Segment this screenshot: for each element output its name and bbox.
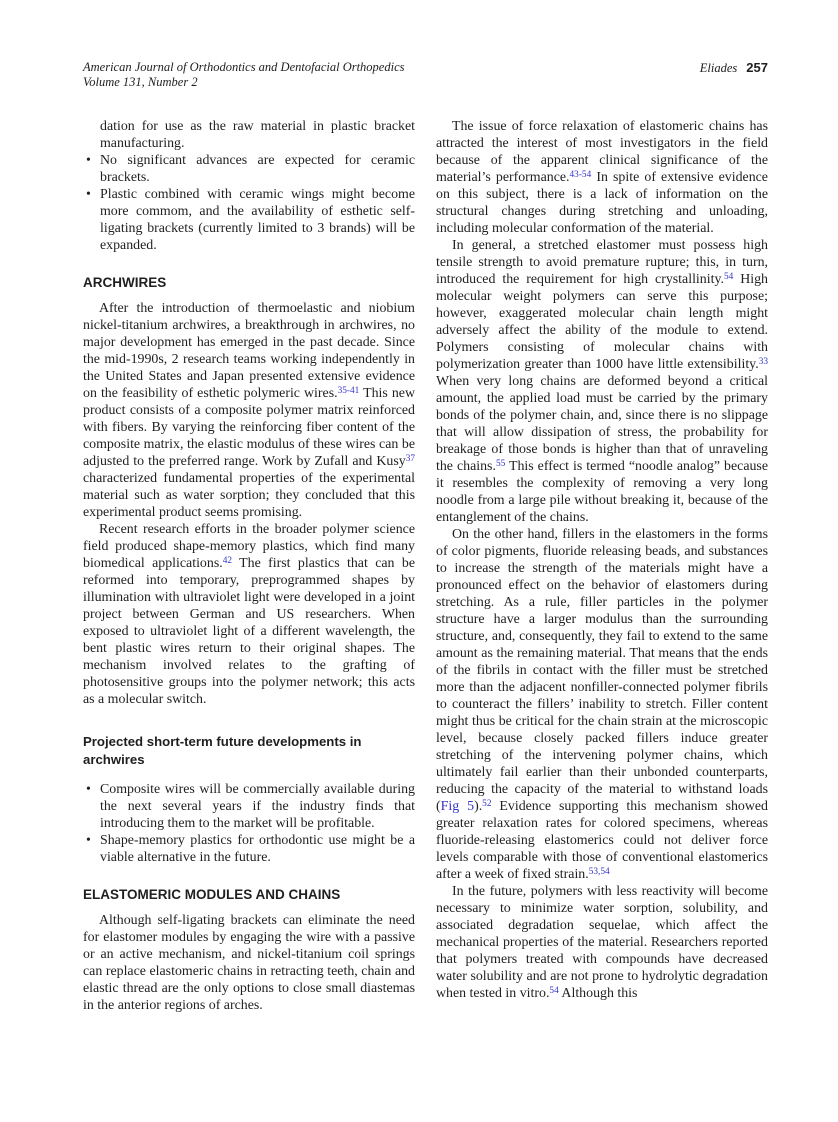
subsection-heading: Projected short-term future developments in archwires xyxy=(83,734,362,767)
text-run: ). xyxy=(474,799,483,814)
list-item xyxy=(83,152,415,186)
journal-title: American Journal of Orthodontics and Dentofacial Orthopedics xyxy=(83,60,405,74)
text-run: The first plastics that can be reformed into temporary, preprogrammed shapes by illumination with ultraviolet light were developed in a joint project between German and US researchers. When exposed to ultraviolet light of a different wavelength, the bent plastic wires return to their original shapes. The mechanism involved relates to the grafting of photosensitive groups into the polymer network; this acts as a molecular switch. xyxy=(83,556,416,707)
list-item-continuation xyxy=(83,118,415,152)
author-name: Eliades xyxy=(699,61,738,75)
two-column-body xyxy=(83,118,768,1014)
text-run: Although this xyxy=(558,986,638,1001)
body-paragraph xyxy=(83,300,415,521)
text-run: Although self-ligating brackets can eliminate the need for elastomer modules by engaging the wire with a passive or an active mechanism, and nickel-titanium coil springs can replace elastomeric chains in retracting teeth, chain and elastic thread are the only options to close small diastemas in the anterior regions of arches. xyxy=(83,913,415,1013)
text-run: Composite wires will be commercially available during the next several years if the industry finds that introducing them to the market will be profitable. xyxy=(100,782,415,831)
citation-reference[interactable]: 54 xyxy=(723,271,734,282)
body-paragraph xyxy=(436,237,768,526)
text-run: On the other hand, fillers in the elastomers in the forms of color pigments, fluoride releasing beads, and substances to increase the strength of the materials might have a pronounced effect on the behavior of elastomers during stretching. As a rule, filler particles in the polymer structure have a larger modulus than the surrounding structure, and, consequently, they fail to extend to the same amount as the remaining material. That means that the ends of the fibrils in contact with the filler must be stretched more than the adjacent nonfiller-connected polymer fibrils to counteract the fillers’ inability to stretch. Filler content might thus be critical for the chain strain at the microscopic level, because closely packed fillers induce greater stretching of the intervening polymer chains, which ultimately fail earlier than their unbonded counterparts, reducing the capacity of the material to withstand loads ( xyxy=(436,527,768,814)
text-run: Shape-memory plastics for orthodontic use might be a viable alternative in the future. xyxy=(100,833,415,865)
section-heading: ARCHWIRES xyxy=(83,275,167,290)
citation-reference[interactable]: 42 xyxy=(222,555,233,566)
journal-volume-issue: Volume 131, Number 2 xyxy=(83,75,198,89)
right-column xyxy=(436,118,768,1014)
text-run: Recent research efforts in the broader polymer science field produced shape-memory plastics, which find many biomedical applications. xyxy=(83,522,415,571)
list-item xyxy=(83,186,415,254)
page-number: 257 xyxy=(746,60,768,75)
figure-reference-link[interactable]: Fig 5 xyxy=(440,799,475,814)
body-paragraph xyxy=(436,526,768,883)
body-paragraph xyxy=(436,118,768,237)
text-run: In general, a stretched elastomer must possess high tensile strength to avoid premature rupture; this, in turn, introduced the requirement for high crystallinity. xyxy=(436,238,768,287)
text-run: In spite of extensive evidence on this subject, there is a lack of information on the structural changes during stretching and unloading, including molecular conformation of the material. xyxy=(436,170,768,236)
text-run: This effect is termed “noodle analog” because it resembles the complexity of removing a very long noodle from a large pile without breaking it, because of the entanglement of the chains. xyxy=(436,459,768,525)
text-run: After the introduction of thermoelastic and niobium nickel-titanium archwires, a breakthrough in archwires, no major development has emerged in the past decade. Since the mid-1990s, 2 research teams working independently in the United States and Japan presented extensive evidence on the feasibility of esthetic polymeric wires. xyxy=(83,301,415,401)
journal-identification xyxy=(83,60,405,90)
text-run: Evidence supporting this mechanism showed greater relaxation rates for colored specimens, whereas fluoride-releasing elastomerics could not deliver force levels comparable with those of conventional elastomerics after a week of fixed strain. xyxy=(436,799,769,882)
running-head xyxy=(700,60,768,76)
bullet-list xyxy=(83,118,415,254)
section-heading: ELASTOMERIC MODULES AND CHAINS xyxy=(83,887,341,902)
text-run: Plastic combined with ceramic wings might become more commom, and the availability of esthetic self-ligating brackets (currently limited to 3 brands) will be expanded. xyxy=(100,187,415,253)
citation-reference[interactable]: 35-41 xyxy=(337,385,360,396)
body-paragraph xyxy=(83,521,415,708)
citation-reference[interactable]: 52 xyxy=(482,798,492,809)
text-run: The issue of force relaxation of elastomeric chains has attracted the interest of most investigators in the field because of the apparent clinical significance of the material’s performance. xyxy=(436,119,768,185)
citation-reference[interactable]: 43-54 xyxy=(569,169,592,180)
citation-reference[interactable]: 55 xyxy=(495,458,506,469)
left-column xyxy=(83,118,415,1014)
bullet-list xyxy=(83,781,415,866)
page-header xyxy=(83,60,768,90)
text-run: dation for use as the raw material in plastic bracket manufacturing. xyxy=(100,119,415,151)
citation-reference[interactable]: 54 xyxy=(549,985,559,996)
text-run: When very long chains are deformed beyond a critical amount, the applied load must be carried by the primary bonds of the polymer chain, and, since there is no slippage that will allow dissipation of stress, the probability for breakage of those bonds is higher than that of unraveling the chains. xyxy=(436,374,768,474)
text-run: In the future, polymers with less reactivity will become necessary to minimize water sorption, solubility, and associated degradation sequelae, which affect the mechanical properties of the material. Researchers reported that polymers treated with compounds have decreased water solubility and are not prone to hydrolytic degradation when tested in vitro. xyxy=(436,884,768,1001)
citation-reference[interactable]: 33 xyxy=(758,356,768,367)
text-run: No significant advances are expected for ceramic brackets. xyxy=(100,153,415,185)
text-run: This new product consists of a composite polymer matrix reinforced with fibers. By varying the reinforcing fiber content of the composite matrix, the elastic modulus of these wires can be adjusted to the preferred range. Work by Zufall and Kusy xyxy=(83,386,415,469)
citation-reference[interactable]: 53,54 xyxy=(588,866,610,877)
body-paragraph xyxy=(436,883,768,1002)
text-run: characterized fundamental properties of the experimental material such as water sorption; they concluded that this experimental product seems promising. xyxy=(83,471,415,520)
text-run: High molecular weight polymers can serve this purpose; however, exaggerated molecular chain length might adversely affect the ability of the module to extend. Polymers consisting of molecular chains with polymerization greater than 1000 have little extensibility. xyxy=(436,272,768,372)
list-item xyxy=(83,832,415,866)
body-paragraph xyxy=(83,912,415,1014)
list-item xyxy=(83,781,415,832)
citation-reference[interactable]: 37 xyxy=(405,453,415,464)
